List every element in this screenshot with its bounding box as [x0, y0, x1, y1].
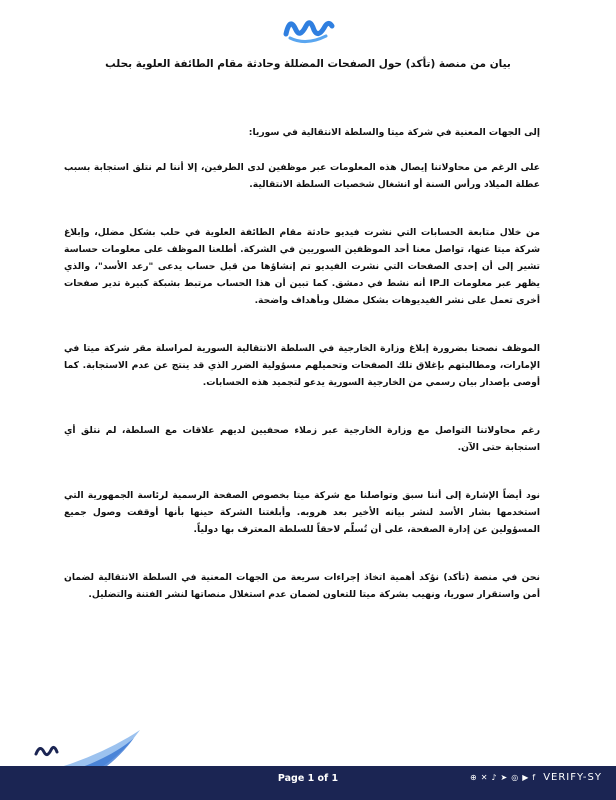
- paragraph: رغم محاولاتنا التواصل مع وزارة الخارجية عبر زملاء صحفيين لديهم علاقات مع السلطة، لم نتلق أي استجابة حتى الآن.: [64, 425, 540, 453]
- greeting-line: إلى الجهات المعنية في شركة ميتا والسلطة الانتقالية في سوريا:: [248, 127, 540, 138]
- facebook-icon: f: [532, 772, 537, 782]
- page-number: Page 1 of 1: [277, 773, 339, 784]
- document-title: بيان من منصة (تأكد) حول الصفحات المضللة وحادثة مقام الطائفة العلوية بحلب: [105, 58, 511, 70]
- paragraph: نحن في منصة (تأكد) نؤكد أهمية اتخاذ إجراءات سريعة من الجهات المعنية في السلطة الانتقالية لضمان أمن واستقرار سوريا، ونهيب بشركة ميتا للتعاون لضمان عدم استغلال منصاتها لنشر الفتنة والتضليل.: [64, 572, 540, 600]
- youtube-icon: ▶: [522, 772, 530, 782]
- tiktok-icon: ♪: [491, 772, 498, 782]
- paragraph: الموظف نصحنا بضرورة إبلاغ وزارة الخارجية في السلطة الانتقالية السورية لمراسلة مقر شركة ميتا في الإمارات، ومطالبتهم بإغلاق تلك الصفحات وتحميلهم مسؤولية الضرر الذي قد ينتج عن عدم الاستجابة. كما أوصى بإصدار بيان رسمي من الخارجية السورية يدعو لتجميد هذه الحسابات.: [64, 343, 540, 388]
- paragraph: على الرغم من محاولاتنا إيصال هذه المعلومات عبر موظفين لدى الطرفين، إلا أننا لم نتلق استجابة بسبب عطلة الميلاد ورأس السنة أو انشغال شخصيات السلطة الانتقالية.: [64, 162, 540, 190]
- brand-name: VERIFY-SY: [543, 772, 602, 783]
- x-twitter-icon: ✕: [480, 772, 489, 782]
- globe-icon: ⊕: [470, 772, 478, 782]
- verify-sy-logo-icon: [276, 8, 340, 48]
- telegram-icon: ➤: [500, 772, 509, 782]
- footer-brand: [470, 772, 602, 783]
- instagram-icon: ◎: [511, 772, 520, 782]
- document-body: [64, 124, 540, 603]
- paragraph: من خلال متابعة الحسابات التي نشرت فيديو حادثة مقام الطائفة العلوية في حلب بشكل مضلل، وإبلاغ شركة ميتا عنها، تواصل معنا أحد الموظفين السوريين في الشركة. أطلعنا الموظف على معلومات حساسة تشير إلى أن إحدى الصفحات التي نشرت الفيديو تم إنشاؤها من قبل حساب يدعى "رعد الأسد"، والذي يظهر عبر معلومات الـIP أنه نشط في دمشق. كما تبين أن هذا الحساب مرتبط بشبكة كبيرة تدير صفحات أخرى تعمل على نشر الفيديوهات بشكل مضلل وبأهداف واضحة.: [64, 227, 540, 306]
- paragraph: نود أيضاً الإشارة إلى أننا سبق وتواصلنا مع شركة ميتا بخصوص الصفحة الرسمية لرئاسة الجمهورية التي استخدمها بشار الأسد لنشر بيانه الأخير بعد هروبه. وأبلغتنا الشركة حينها بأنها أوقفت وصول جميع المسؤولين عن إدارة الصفحة، على أن تُسلّم لاحقاً للسلطة المعترف بها دولياً.: [64, 490, 540, 535]
